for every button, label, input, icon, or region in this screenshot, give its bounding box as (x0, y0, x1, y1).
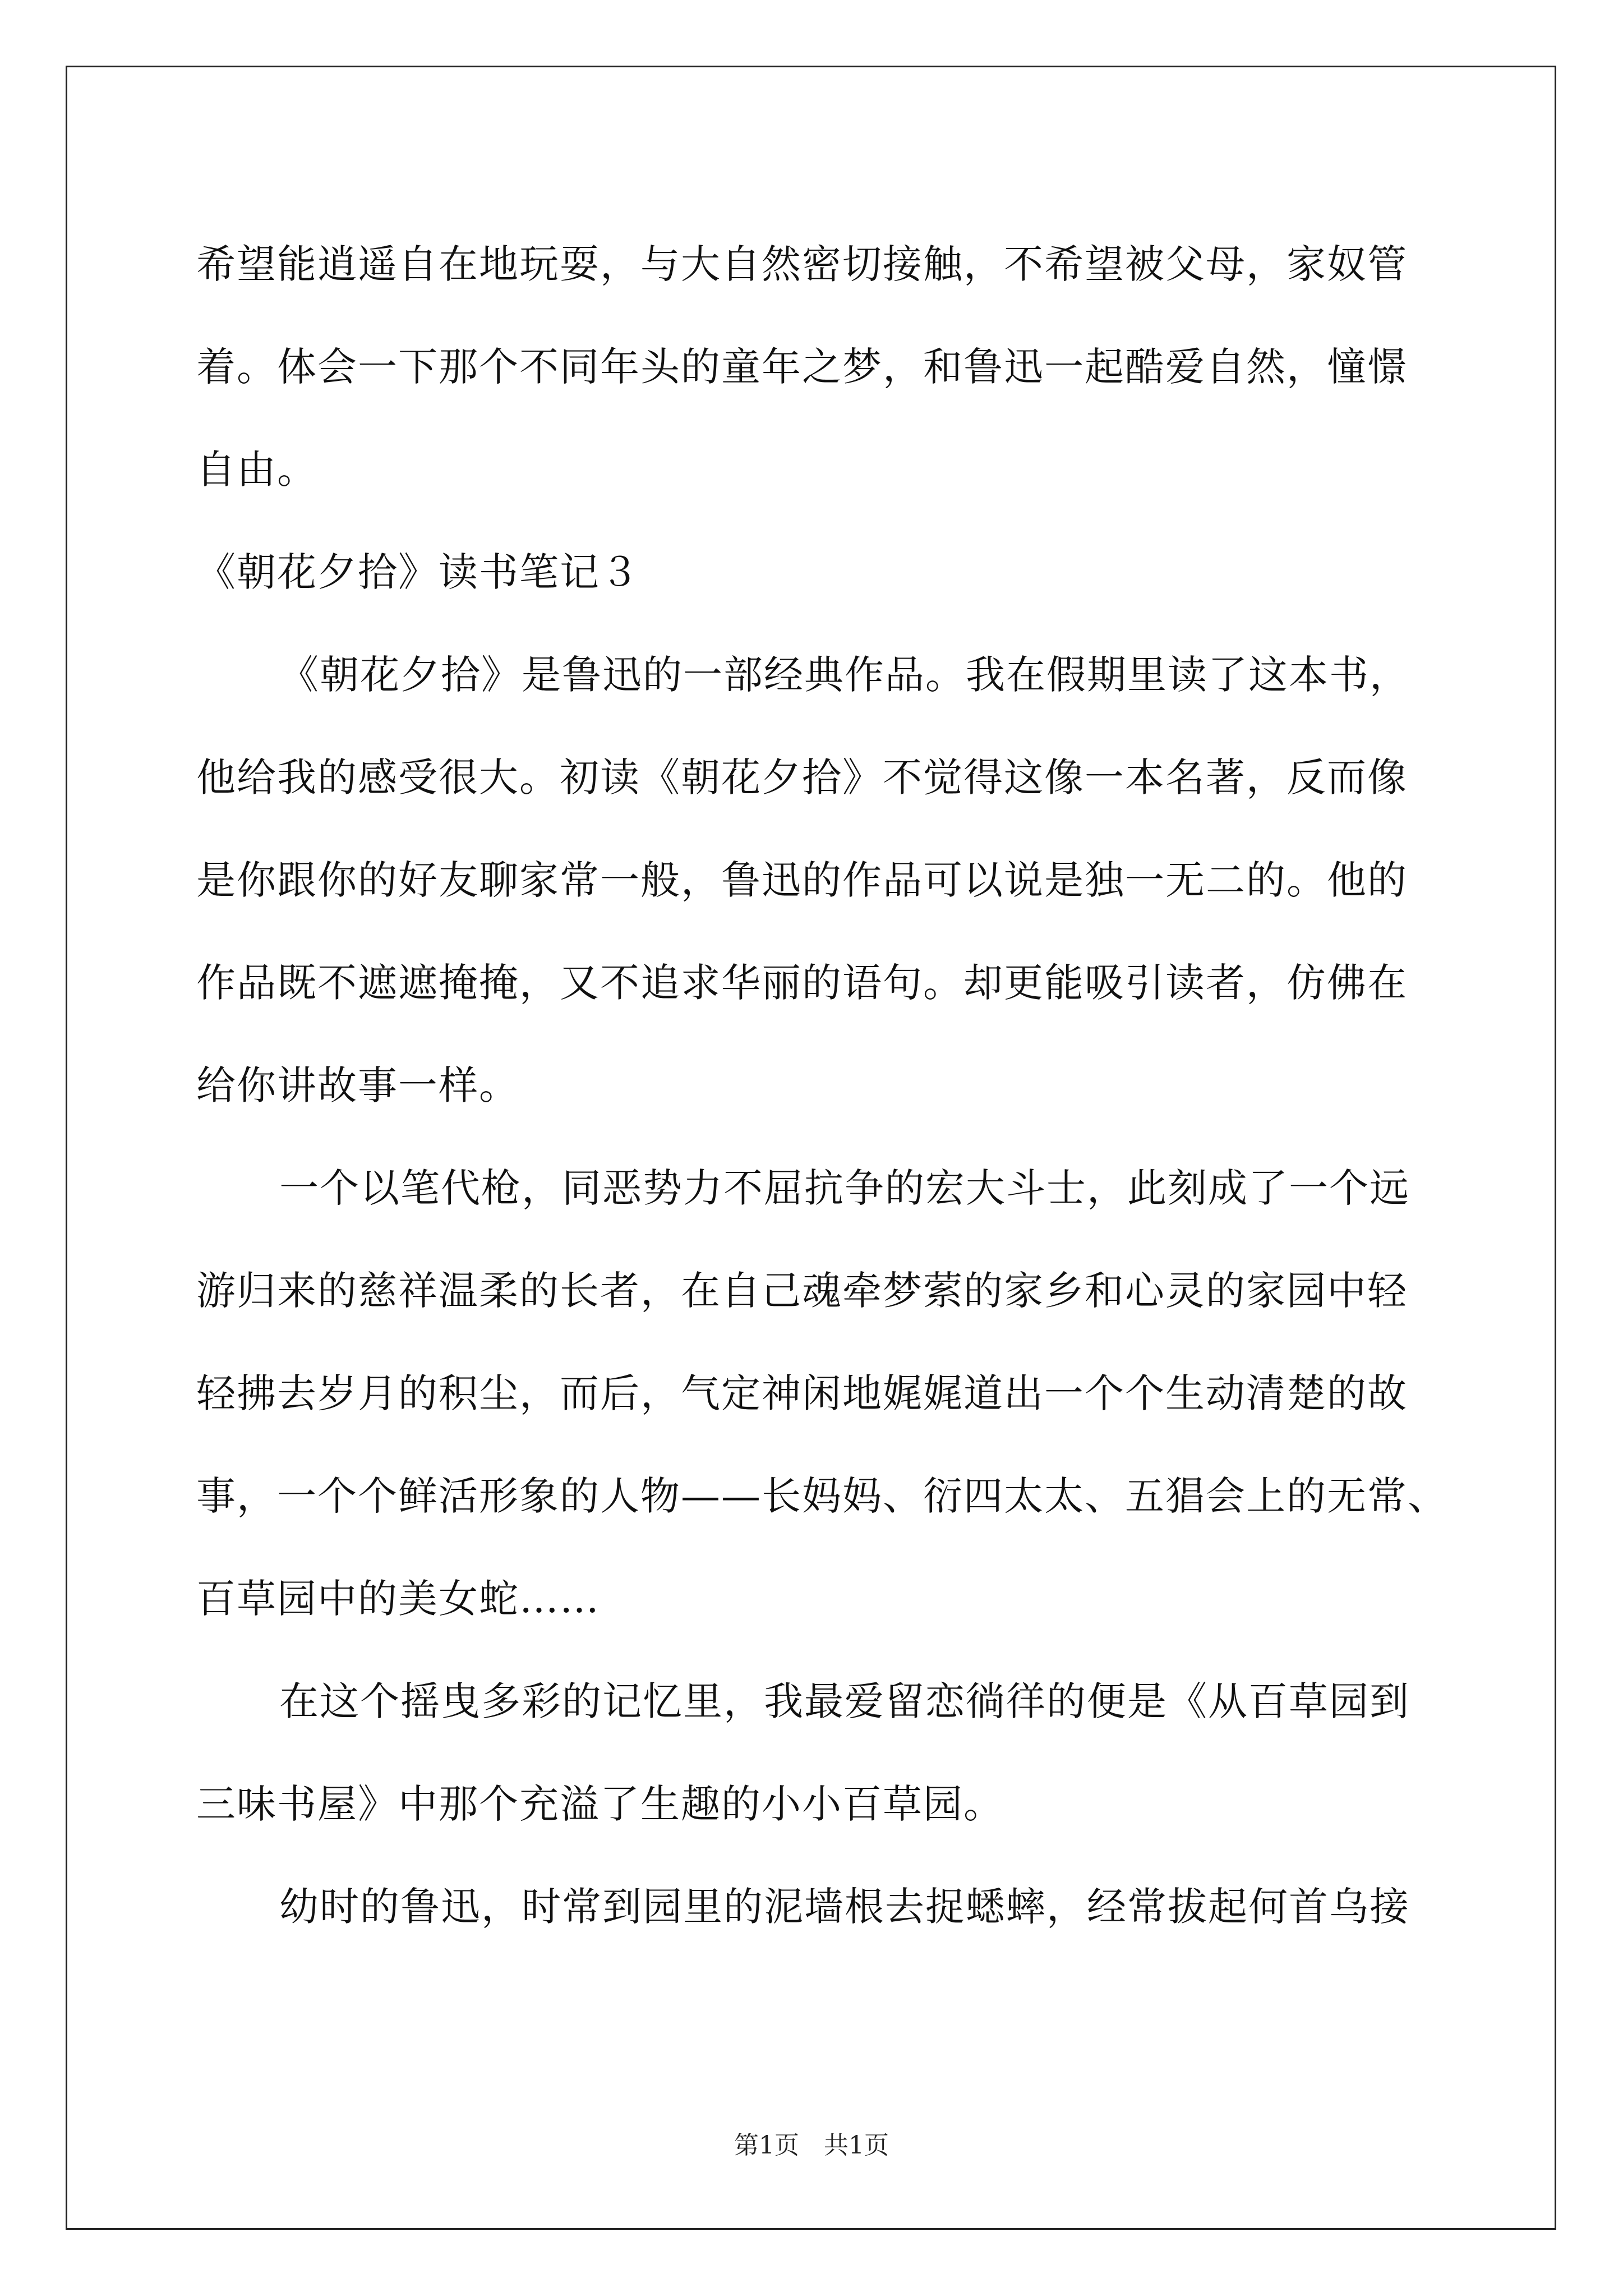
section-heading: 《朝花夕拾》读书笔记３ (196, 549, 640, 595)
paragraph-line: 作品既不遮遮掩掩，又不追求华丽的语句。却更能吸引读者，仿佛在 (196, 960, 1408, 1006)
paragraph-line: 三味书屋》中那个充溢了生趣的小小百草园。 (196, 1781, 1004, 1827)
paragraph-line: 希望能逍遥自在地玩耍，与大自然密切接触，不希望被父母，家奴管 (196, 241, 1408, 287)
paragraph-line: 事，一个个鲜活形象的人物——长妈妈、衍四太太、五猖会上的无常、 (196, 1473, 1448, 1519)
paragraph-line: 百草园中的美女蛇…… (196, 1576, 600, 1622)
paragraph-line: 一个以笔代枪，同恶势力不屈抗争的宏大斗士，此刻成了一个远 (279, 1165, 1410, 1211)
paragraph-line: 给你讲故事一样。 (196, 1062, 519, 1108)
paragraph-line: 轻拂去岁月的积尘，而后，气定神闲地娓娓道出一个个生动清楚的故 (196, 1370, 1408, 1416)
page-footer: 第1页 共1页 (734, 2131, 889, 2160)
paragraph-line: 游归来的慈祥温柔的长者，在自己魂牵梦萦的家乡和心灵的家园中轻 (196, 1268, 1408, 1314)
paragraph-line: 《朝花夕拾》是鲁迅的一部经典作品。我在假期里读了这本书， (279, 652, 1410, 698)
paragraph-line: 自由。 (196, 447, 317, 493)
paragraph-line: 幼时的鲁迅，时常到园里的泥墙根去捉蟋蟀，经常拔起何首乌接 (279, 1884, 1410, 1930)
paragraph-line: 是你跟你的好友聊家常一般，鲁迅的作品可以说是独一无二的。他的 (196, 857, 1408, 903)
paragraph-line: 在这个摇曳多彩的记忆里，我最爱留恋徜徉的便是《从百草园到 (279, 1678, 1410, 1724)
paragraph-line: 他给我的感受很大。初读《朝花夕拾》不觉得这像一本名著，反而像 (196, 754, 1408, 800)
paragraph-line: 着。体会一下那个不同年头的童年之梦，和鲁迅一起酷爱自然，憧憬 (196, 344, 1408, 390)
document-body (196, 213, 1486, 1958)
